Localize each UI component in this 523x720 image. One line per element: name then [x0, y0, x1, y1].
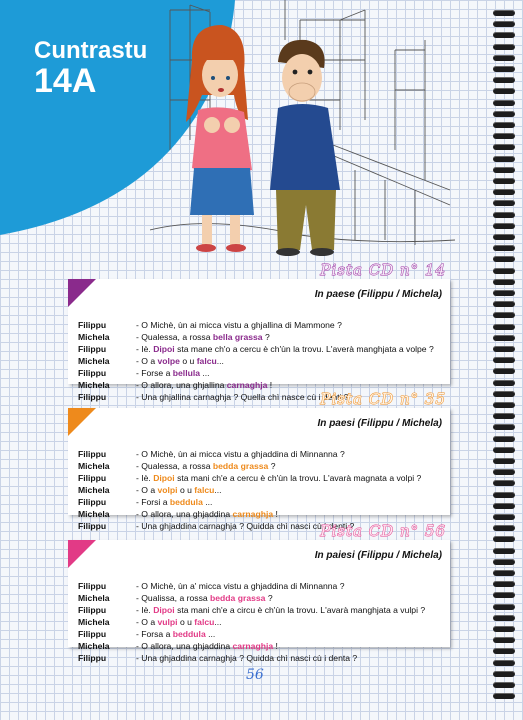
spiral-ring	[493, 380, 515, 386]
dialogue-line	[78, 355, 448, 367]
text-run: sta mane ch'o a cercu è ch'ùn la trovu. L'averà manghjata a volpe ?	[174, 344, 434, 354]
dialogue-text	[136, 379, 272, 391]
spiral-ring	[493, 32, 515, 38]
dialogue-line	[78, 580, 448, 592]
dialogue-text	[136, 592, 273, 604]
dialogue-line	[78, 640, 448, 652]
text-run: - O Michè, ùn a' micca vistu a ghjaddina di Minnanna ?	[136, 581, 345, 591]
dialogue-lines	[78, 448, 448, 532]
dialogue-text	[136, 331, 270, 343]
text-run: - Una ghjaddina carnaghja ? Quidda chì nasci cù i denta ?	[136, 653, 358, 663]
highlighted-word: volpi	[157, 485, 178, 495]
spiral-ring	[493, 200, 515, 206]
speaker-name: Michela	[78, 380, 110, 390]
highlighted-word: falcu	[194, 617, 215, 627]
text-run: o u	[177, 485, 195, 495]
text-run: ?	[265, 593, 273, 603]
text-run: - O Michè, ùn ai micca vistu a ghjallina di Mammone ?	[136, 320, 342, 330]
card-subtitle: In paese (Filippu / Michela)	[314, 289, 442, 300]
speaker-name: Michela	[78, 617, 110, 627]
spiral-ring	[493, 189, 515, 195]
highlighted-word: carnaghja	[232, 641, 274, 651]
text-run: ...	[216, 356, 224, 366]
spiral-ring	[493, 447, 515, 453]
spiral-ring	[493, 525, 515, 531]
dialogue-text	[136, 448, 345, 460]
spiral-ring	[493, 290, 515, 296]
spiral-ring	[493, 592, 515, 598]
spiral-ring	[493, 357, 515, 363]
spiral-ring	[493, 88, 515, 94]
spiral-ring	[493, 335, 515, 341]
spiral-ring	[493, 682, 515, 688]
speaker-name: Michela	[78, 356, 110, 366]
spiral-ring	[493, 436, 515, 442]
highlighted-word: Dipoi	[153, 473, 175, 483]
speaker-name: Michela	[78, 593, 110, 603]
spiral-ring	[493, 458, 515, 464]
text-run: - O a	[136, 617, 158, 627]
spiral-ring	[493, 503, 515, 509]
spiral-ring	[493, 178, 515, 184]
text-run: - Una ghjallina carnaghja ? Quella chì nasce cù i denti ?	[136, 392, 349, 402]
text-run: o u	[179, 356, 197, 366]
spiral-ring	[493, 324, 515, 330]
text-run: - Una ghjaddina carnaghja ? Quidda chì nasci cù i denti ?	[136, 521, 355, 531]
spiral-ring	[493, 66, 515, 72]
text-run: - Forsi a	[136, 497, 170, 507]
highlighted-word: bella grassa	[212, 332, 263, 342]
spiral-ring	[493, 604, 515, 610]
spiral-ring	[493, 693, 515, 699]
highlighted-word: falcu	[194, 485, 215, 495]
dialogue-text	[136, 367, 210, 379]
dialogue-line	[78, 343, 448, 355]
spiral-ring	[493, 21, 515, 27]
dialogue-text	[136, 616, 222, 628]
text-run: - Forsa a	[136, 629, 173, 639]
text-run: !	[267, 380, 273, 390]
text-run: ...	[202, 497, 213, 507]
speaker-name: Michela	[78, 461, 110, 471]
highlighted-word: bedda grassa	[210, 593, 266, 603]
spiral-ring	[493, 368, 515, 374]
dialogue-line	[78, 628, 448, 640]
spiral-ring	[493, 279, 515, 285]
spiral-ring	[493, 234, 515, 240]
spiral-ring	[493, 637, 515, 643]
spiral-ring	[493, 156, 515, 162]
text-run: - Qualessa, a rossa	[136, 461, 213, 471]
speaker-name: Filippu	[78, 653, 107, 663]
dialogue-line	[78, 652, 448, 664]
dialogue-text	[136, 508, 278, 520]
pista-cd-label: Pista CD n° 14	[320, 261, 446, 279]
speaker-name: Michela	[78, 332, 110, 342]
spiral-ring	[493, 77, 515, 83]
dialogue-text	[136, 391, 349, 403]
dialogue-line	[78, 508, 448, 520]
spiral-ring	[493, 245, 515, 251]
card-corner-tab	[68, 279, 96, 307]
spiral-ring	[493, 413, 515, 419]
dialogue-line	[78, 319, 448, 331]
dialogue-text	[136, 319, 342, 331]
text-run: ...	[200, 368, 210, 378]
text-run: !	[273, 509, 278, 519]
speaker-name: Filippu	[78, 449, 107, 459]
text-run: ...	[214, 485, 222, 495]
text-run: ?	[262, 332, 270, 342]
pista-cd-label: Pista CD n° 56	[320, 522, 446, 540]
speaker-name: Michela	[78, 509, 110, 519]
text-run: o u	[177, 617, 195, 627]
spiral-ring	[493, 492, 515, 498]
dialogue-line	[78, 604, 448, 616]
spiral-ring	[493, 469, 515, 475]
pista-cd-label: Pista CD n° 35	[320, 390, 446, 408]
text-run: - Iè.	[136, 344, 154, 354]
dialogue-line	[78, 616, 448, 628]
speaker-name: Filippu	[78, 605, 107, 615]
spiral-ring	[493, 626, 515, 632]
spiral-ring	[493, 212, 515, 218]
dialogue-text	[136, 355, 224, 367]
highlighted-word: volpe	[157, 356, 180, 366]
dialogue-text	[136, 484, 222, 496]
speaker-name: Filippu	[78, 320, 107, 330]
speaker-name: Filippu	[78, 581, 107, 591]
highlighted-word: beddula	[169, 497, 203, 507]
speaker-name: Filippu	[78, 521, 107, 531]
speaker-name: Filippu	[78, 497, 107, 507]
speaker-name: Michela	[78, 485, 110, 495]
dialogue-line	[78, 592, 448, 604]
spiral-ring	[493, 111, 515, 117]
text-run: ...	[205, 629, 216, 639]
spiral-ring	[493, 346, 515, 352]
spiral-ring	[493, 581, 515, 587]
text-run: - Iè.	[136, 605, 154, 615]
lesson-title: Cuntrastu	[34, 37, 148, 64]
card-subtitle: In paiesi (Filippu / Michela)	[314, 550, 442, 561]
highlighted-word: falcu	[196, 356, 217, 366]
speaker-name: Filippu	[78, 368, 107, 378]
spiral-ring	[493, 144, 515, 150]
card-subtitle: In paesi (Filippu / Michela)	[317, 418, 442, 429]
dialogue-line	[78, 484, 448, 496]
text-run: - Qualessa, a rossa	[136, 332, 213, 342]
highlighted-word: bellula	[172, 368, 201, 378]
spiral-ring	[493, 256, 515, 262]
highlighted-word: carnaghja	[226, 380, 268, 390]
spiral-ring	[493, 660, 515, 666]
text-run: sta mani ch'e a circu è ch'ùn la trovu. L'avarà manghjata a vulpi ?	[174, 605, 426, 615]
spiral-ring	[493, 514, 515, 520]
text-run: - O allora, una ghjallina	[136, 380, 227, 390]
highlighted-word: Dipoi	[153, 344, 175, 354]
spiral-ring	[493, 122, 515, 128]
dialogue-text	[136, 343, 434, 355]
highlighted-word: bedda grassa	[212, 461, 269, 471]
spiral-ring	[493, 268, 515, 274]
spiral-ring	[493, 301, 515, 307]
dialogue-line	[78, 460, 448, 472]
spiral-ring	[493, 44, 515, 50]
text-run: - Qualissa, a rossa	[136, 593, 211, 603]
spiral-ring	[493, 100, 515, 106]
lesson-number: 14A	[34, 62, 97, 100]
dialogue-line	[78, 448, 448, 460]
dialogue-line	[78, 472, 448, 484]
spiral-ring	[493, 648, 515, 654]
dialogue-line	[78, 496, 448, 508]
highlighted-word: Dipoi	[153, 605, 175, 615]
spiral-ring	[493, 55, 515, 61]
speaker-name: Filippu	[78, 629, 107, 639]
text-run: - Iè.	[136, 473, 154, 483]
dialogue-text	[136, 460, 275, 472]
dialogue-line	[78, 367, 448, 379]
dialogue-text	[136, 580, 344, 592]
spiral-binding	[493, 10, 517, 710]
spiral-ring	[493, 312, 515, 318]
speaker-name: Filippu	[78, 344, 107, 354]
text-run: !	[273, 641, 278, 651]
spiral-ring	[493, 133, 515, 139]
spiral-ring	[493, 424, 515, 430]
dialogue-line	[78, 331, 448, 343]
text-run: - O allora, una ghjaddina	[136, 641, 233, 651]
card-corner-tab	[68, 408, 96, 436]
spiral-ring	[493, 402, 515, 408]
dialogue-text	[136, 472, 421, 484]
dialogue-text	[136, 652, 357, 664]
dialogue-text	[136, 640, 278, 652]
speaker-name: Filippu	[78, 473, 107, 483]
card-corner-tab	[68, 540, 96, 568]
spiral-ring	[493, 570, 515, 576]
spiral-ring	[493, 10, 515, 16]
spiral-ring	[493, 548, 515, 554]
text-run: sta mani ch'e a cercu è ch'ùn la trovu. L'avarà magnata a volpi ?	[174, 473, 422, 483]
spiral-ring	[493, 480, 515, 486]
illustration-two-children	[150, 0, 455, 258]
highlighted-word: carnaghja	[232, 509, 274, 519]
spiral-ring	[493, 671, 515, 677]
page-number: 56	[246, 667, 264, 683]
dialogue-text	[136, 628, 215, 640]
text-run: ?	[268, 461, 276, 471]
text-run: - O allora, una ghjaddina	[136, 509, 233, 519]
spiral-ring	[493, 615, 515, 621]
text-run: - Forse a	[136, 368, 173, 378]
text-run: - O Michè, ùn ai micca vistu a ghjaddina di Minnanna ?	[136, 449, 345, 459]
spiral-ring	[493, 167, 515, 173]
highlighted-word: beddula	[172, 629, 206, 639]
spiral-ring	[493, 536, 515, 542]
text-run: - O a	[136, 485, 158, 495]
highlighted-word: vulpi	[157, 617, 178, 627]
speaker-name: Michela	[78, 641, 110, 651]
text-run: - O a	[136, 356, 158, 366]
text-run: ...	[214, 617, 222, 627]
dialogue-lines	[78, 580, 448, 664]
dialogue-text	[136, 496, 212, 508]
dialogue-text	[136, 604, 425, 616]
speaker-name: Filippu	[78, 392, 107, 402]
spiral-ring	[493, 223, 515, 229]
spiral-ring	[493, 391, 515, 397]
spiral-ring	[493, 559, 515, 565]
